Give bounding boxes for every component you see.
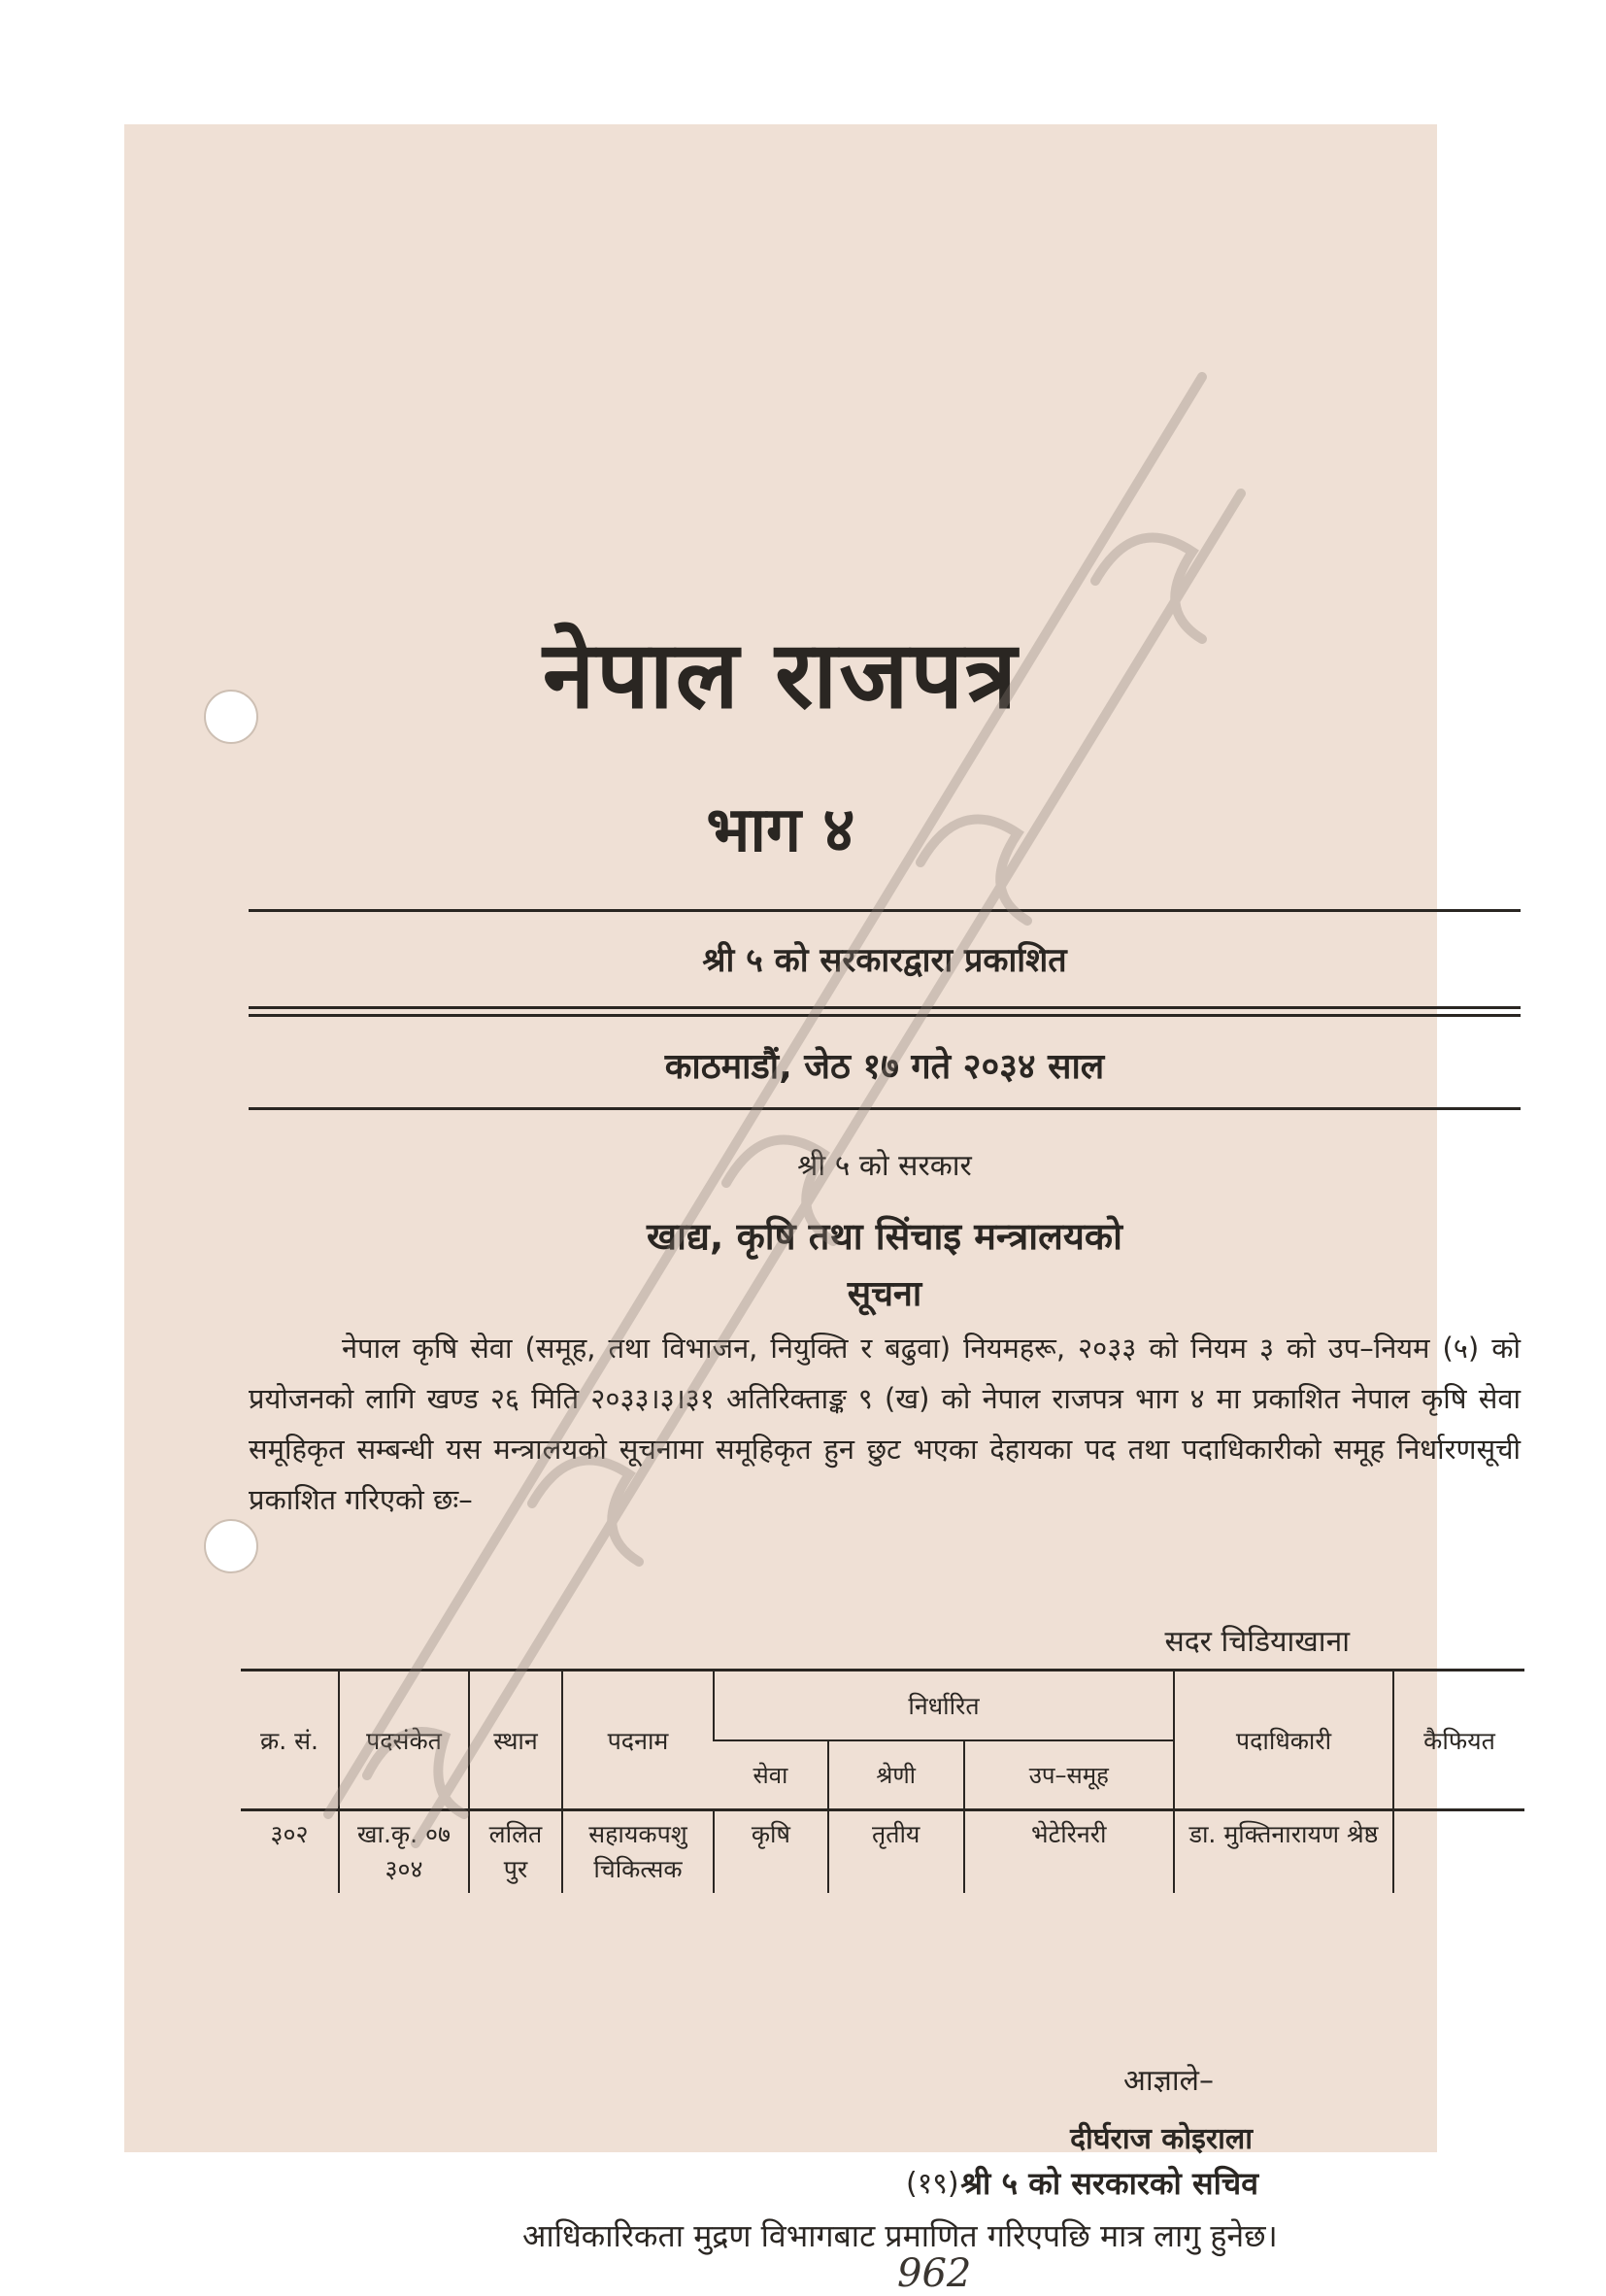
cell-subgroup: भेटेरिनरी: [964, 1810, 1174, 1894]
signatory-title: श्री ५ को सरकारको सचिव: [960, 2165, 1258, 2202]
signatory-name: दीर्घराज कोइराला: [1070, 2122, 1253, 2156]
cell-place: ललित पुर: [469, 1810, 562, 1894]
ministry-name: खाद्य, कृषि तथा सिंचाइ मन्त्रालयको: [647, 1215, 1122, 1258]
header-post-code: पदसंकेत: [339, 1671, 469, 1810]
header-remarks: कैफियत: [1393, 1671, 1524, 1810]
part-number: भाग ४: [706, 794, 855, 866]
cell-class: तृतीय: [828, 1810, 964, 1894]
header-subgroup: उप–समूह: [964, 1740, 1174, 1810]
dateline: काठमाडौं, जेठ १७ गते २०३४ साल: [664, 1047, 1105, 1087]
page-number: (१९): [906, 2167, 959, 2201]
header-officer: पदाधिकारी: [1174, 1671, 1393, 1810]
header-place: स्थान: [469, 1671, 562, 1810]
footer-note: आधिकारिकता मुद्रण विभागबाट प्रमाणित गरिएपछि मात्र लागु हुनेछ।: [522, 2217, 1278, 2254]
notice-heading: सूचना: [847, 1274, 922, 1314]
gazette-title: नेपाल राजपत्र: [542, 621, 1020, 729]
header-service: सेवा: [714, 1740, 828, 1810]
publisher-line: श्री ५ को सरकारद्वारा प्रकाशित: [702, 941, 1067, 980]
cell-post-name: सहायकपशु चिकित्सक: [562, 1810, 714, 1894]
cell-serial: ३०२: [241, 1810, 339, 1894]
diagonal-watermark-stamp: [124, 124, 1437, 2152]
office-label: सदर चिडियाखाना: [1164, 1625, 1350, 1659]
cell-officer: डा. मुक्तिनारायण श्रेष्ठ: [1174, 1810, 1393, 1894]
header-post-name: पदनाम: [562, 1671, 714, 1810]
cell-service: कृषि: [714, 1810, 828, 1894]
order-label: आज्ञाले–: [1123, 2064, 1214, 2098]
handwritten-number: 962: [897, 2251, 972, 2296]
header-class: श्रेणी: [828, 1740, 964, 1810]
header-determined: निर्धारित: [714, 1671, 1174, 1740]
cell-post-code: खा.कृ. ०७ ३०४: [339, 1810, 469, 1894]
government-line: श्री ५ को सरकार: [797, 1149, 972, 1183]
notice-body-text: नेपाल कृषि सेवा (समूह, तथा विभाजन, नियुक्ति र बढुवा) नियमहरू, २०३३ को नियम ३ को उप–नियम (५) को प्रयोजनको लागि खण्ड २६ मिति २०३३।३।३१ अतिरिक्ताङ्क ९ (ख) को नेपाल राजपत्र भाग ४ मा प्रकाशित नेपाल कृषि सेवा समूहिकृत सम्बन्धी यस मन्त्रालयको सूचनामा समूहिकृत हुन छुट भएका देहायका पद तथा पदाधिकारीको समूह निर्धारणसूची प्रकाशित गरिएको छः–: [249, 1332, 1521, 1516]
header-serial: क्र. सं.: [241, 1671, 339, 1810]
gazette-page: [124, 124, 1521, 2296]
